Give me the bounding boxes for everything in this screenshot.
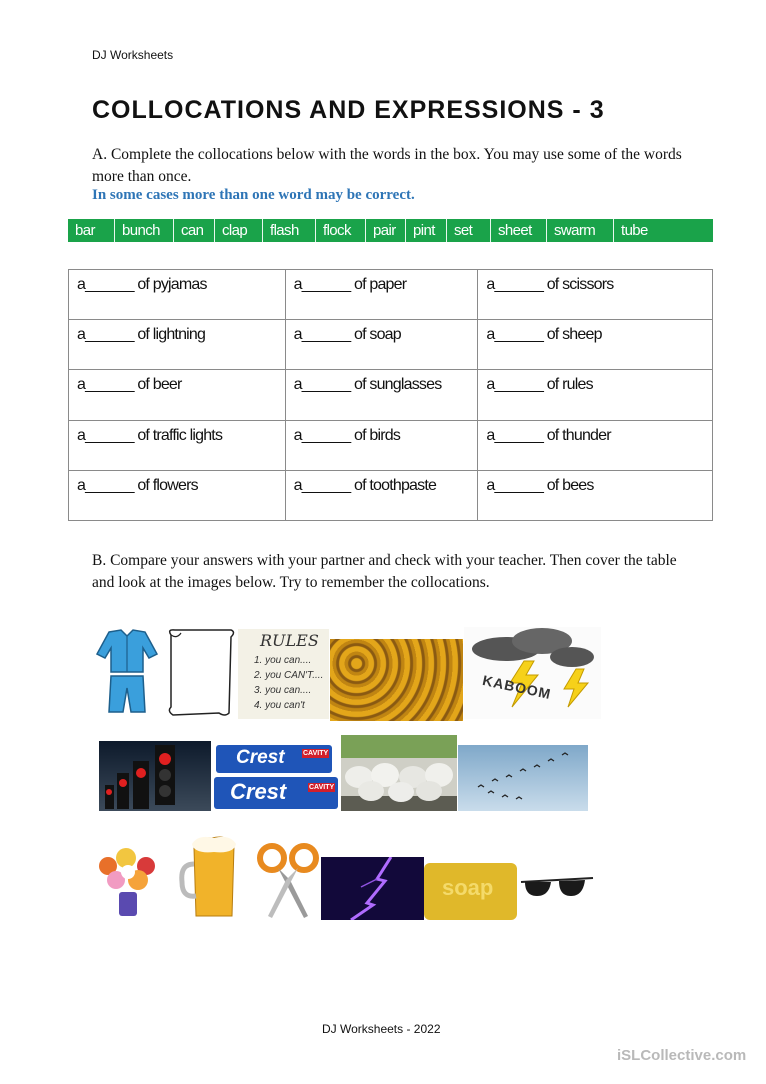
collocation-cell[interactable]: a______ of toothpaste	[285, 470, 478, 520]
collocation-cell[interactable]: a______ of sheep	[478, 320, 713, 370]
word-box-item: swarm	[547, 219, 614, 242]
word-box-item: set	[447, 219, 491, 242]
crest-label-1: Crest	[236, 747, 285, 768]
pyjamas-image	[95, 628, 159, 714]
thunder-image	[464, 627, 601, 719]
soap-label: soap	[442, 875, 494, 900]
watermark: iSLCollective.com	[617, 1047, 747, 1064]
collocation-cell[interactable]: a______ of pyjamas	[69, 270, 286, 320]
cavity-label-1: CAVITY	[303, 750, 329, 757]
note: In some cases more than one word may be correct.	[92, 187, 415, 203]
table-row	[69, 270, 713, 320]
collocation-cell[interactable]: a______ of flowers	[69, 470, 286, 520]
rules-item-3: 3. you can....	[254, 685, 312, 696]
collocation-cell[interactable]: a______ of paper	[285, 270, 478, 320]
soap-image	[424, 863, 517, 920]
collocation-table	[68, 269, 713, 521]
sunglasses-image	[519, 874, 595, 908]
word-box-item: pair	[366, 219, 406, 242]
collocation-cell[interactable]: a______ of scissors	[478, 270, 713, 320]
toothpaste-image	[212, 741, 339, 811]
table-row	[69, 370, 713, 420]
sheep-image	[341, 735, 457, 811]
collocation-cell[interactable]: a______ of rules	[478, 370, 713, 420]
birds-image	[458, 745, 588, 811]
page-title: COLLOCATIONS AND EXPRESSIONS - 3	[92, 96, 605, 124]
rules-item-1: 1. you can....	[254, 655, 312, 666]
table-row	[69, 320, 713, 370]
scissors-image	[256, 840, 321, 920]
collocation-cell[interactable]: a______ of thunder	[478, 420, 713, 470]
word-box-item: can	[174, 219, 215, 242]
bees-image	[330, 639, 463, 721]
table-row	[69, 420, 713, 470]
collocation-cell[interactable]: a______ of beer	[69, 370, 286, 420]
word-box-item: flash	[263, 219, 316, 242]
word-box-item: pint	[406, 219, 447, 242]
instructions-b: B. Compare your answers with your partner and check with your teacher. Then cover the table and look at the images below. Try to remember the collocations.	[92, 552, 677, 591]
page-footer: DJ Worksheets - 2022	[322, 1022, 441, 1036]
table-row	[69, 470, 713, 520]
rules-image	[238, 629, 329, 719]
word-box	[68, 219, 713, 242]
word-box-item: tube	[621, 222, 648, 239]
rules-item-2: 2. you CAN'T....	[254, 670, 324, 681]
word-box-item: clap	[215, 219, 263, 242]
word-box-item: bar	[68, 219, 115, 242]
word-box-item: bunch	[115, 219, 174, 242]
collocation-cell[interactable]: a______ of birds	[285, 420, 478, 470]
collocation-cell[interactable]: a______ of bees	[478, 470, 713, 520]
collocation-cell[interactable]: a______ of sunglasses	[285, 370, 478, 420]
traffic-lights-image	[99, 741, 211, 811]
collocation-cell[interactable]: a______ of soap	[285, 320, 478, 370]
rules-title: RULES	[260, 631, 319, 650]
lightning-image	[321, 857, 424, 920]
word-box-item: sheet	[491, 219, 547, 242]
page-header: DJ Worksheets	[92, 48, 174, 62]
instructions-a: A. Complete the collocations below with the words in the box. You may use some of the words more than once.	[92, 146, 682, 185]
beer-image	[176, 834, 248, 920]
crest-label-2: Crest	[230, 779, 287, 804]
flowers-image	[92, 846, 164, 918]
kaboom-text: KABOOM	[481, 671, 553, 703]
cavity-label-2: CAVITY	[309, 784, 335, 791]
collocation-cell[interactable]: a______ of traffic lights	[69, 420, 286, 470]
paper-sheet-image	[165, 627, 237, 719]
rules-item-4: 4. you can't	[254, 700, 305, 711]
word-box-item: flock	[316, 219, 366, 242]
collocation-cell[interactable]: a______ of lightning	[69, 320, 286, 370]
